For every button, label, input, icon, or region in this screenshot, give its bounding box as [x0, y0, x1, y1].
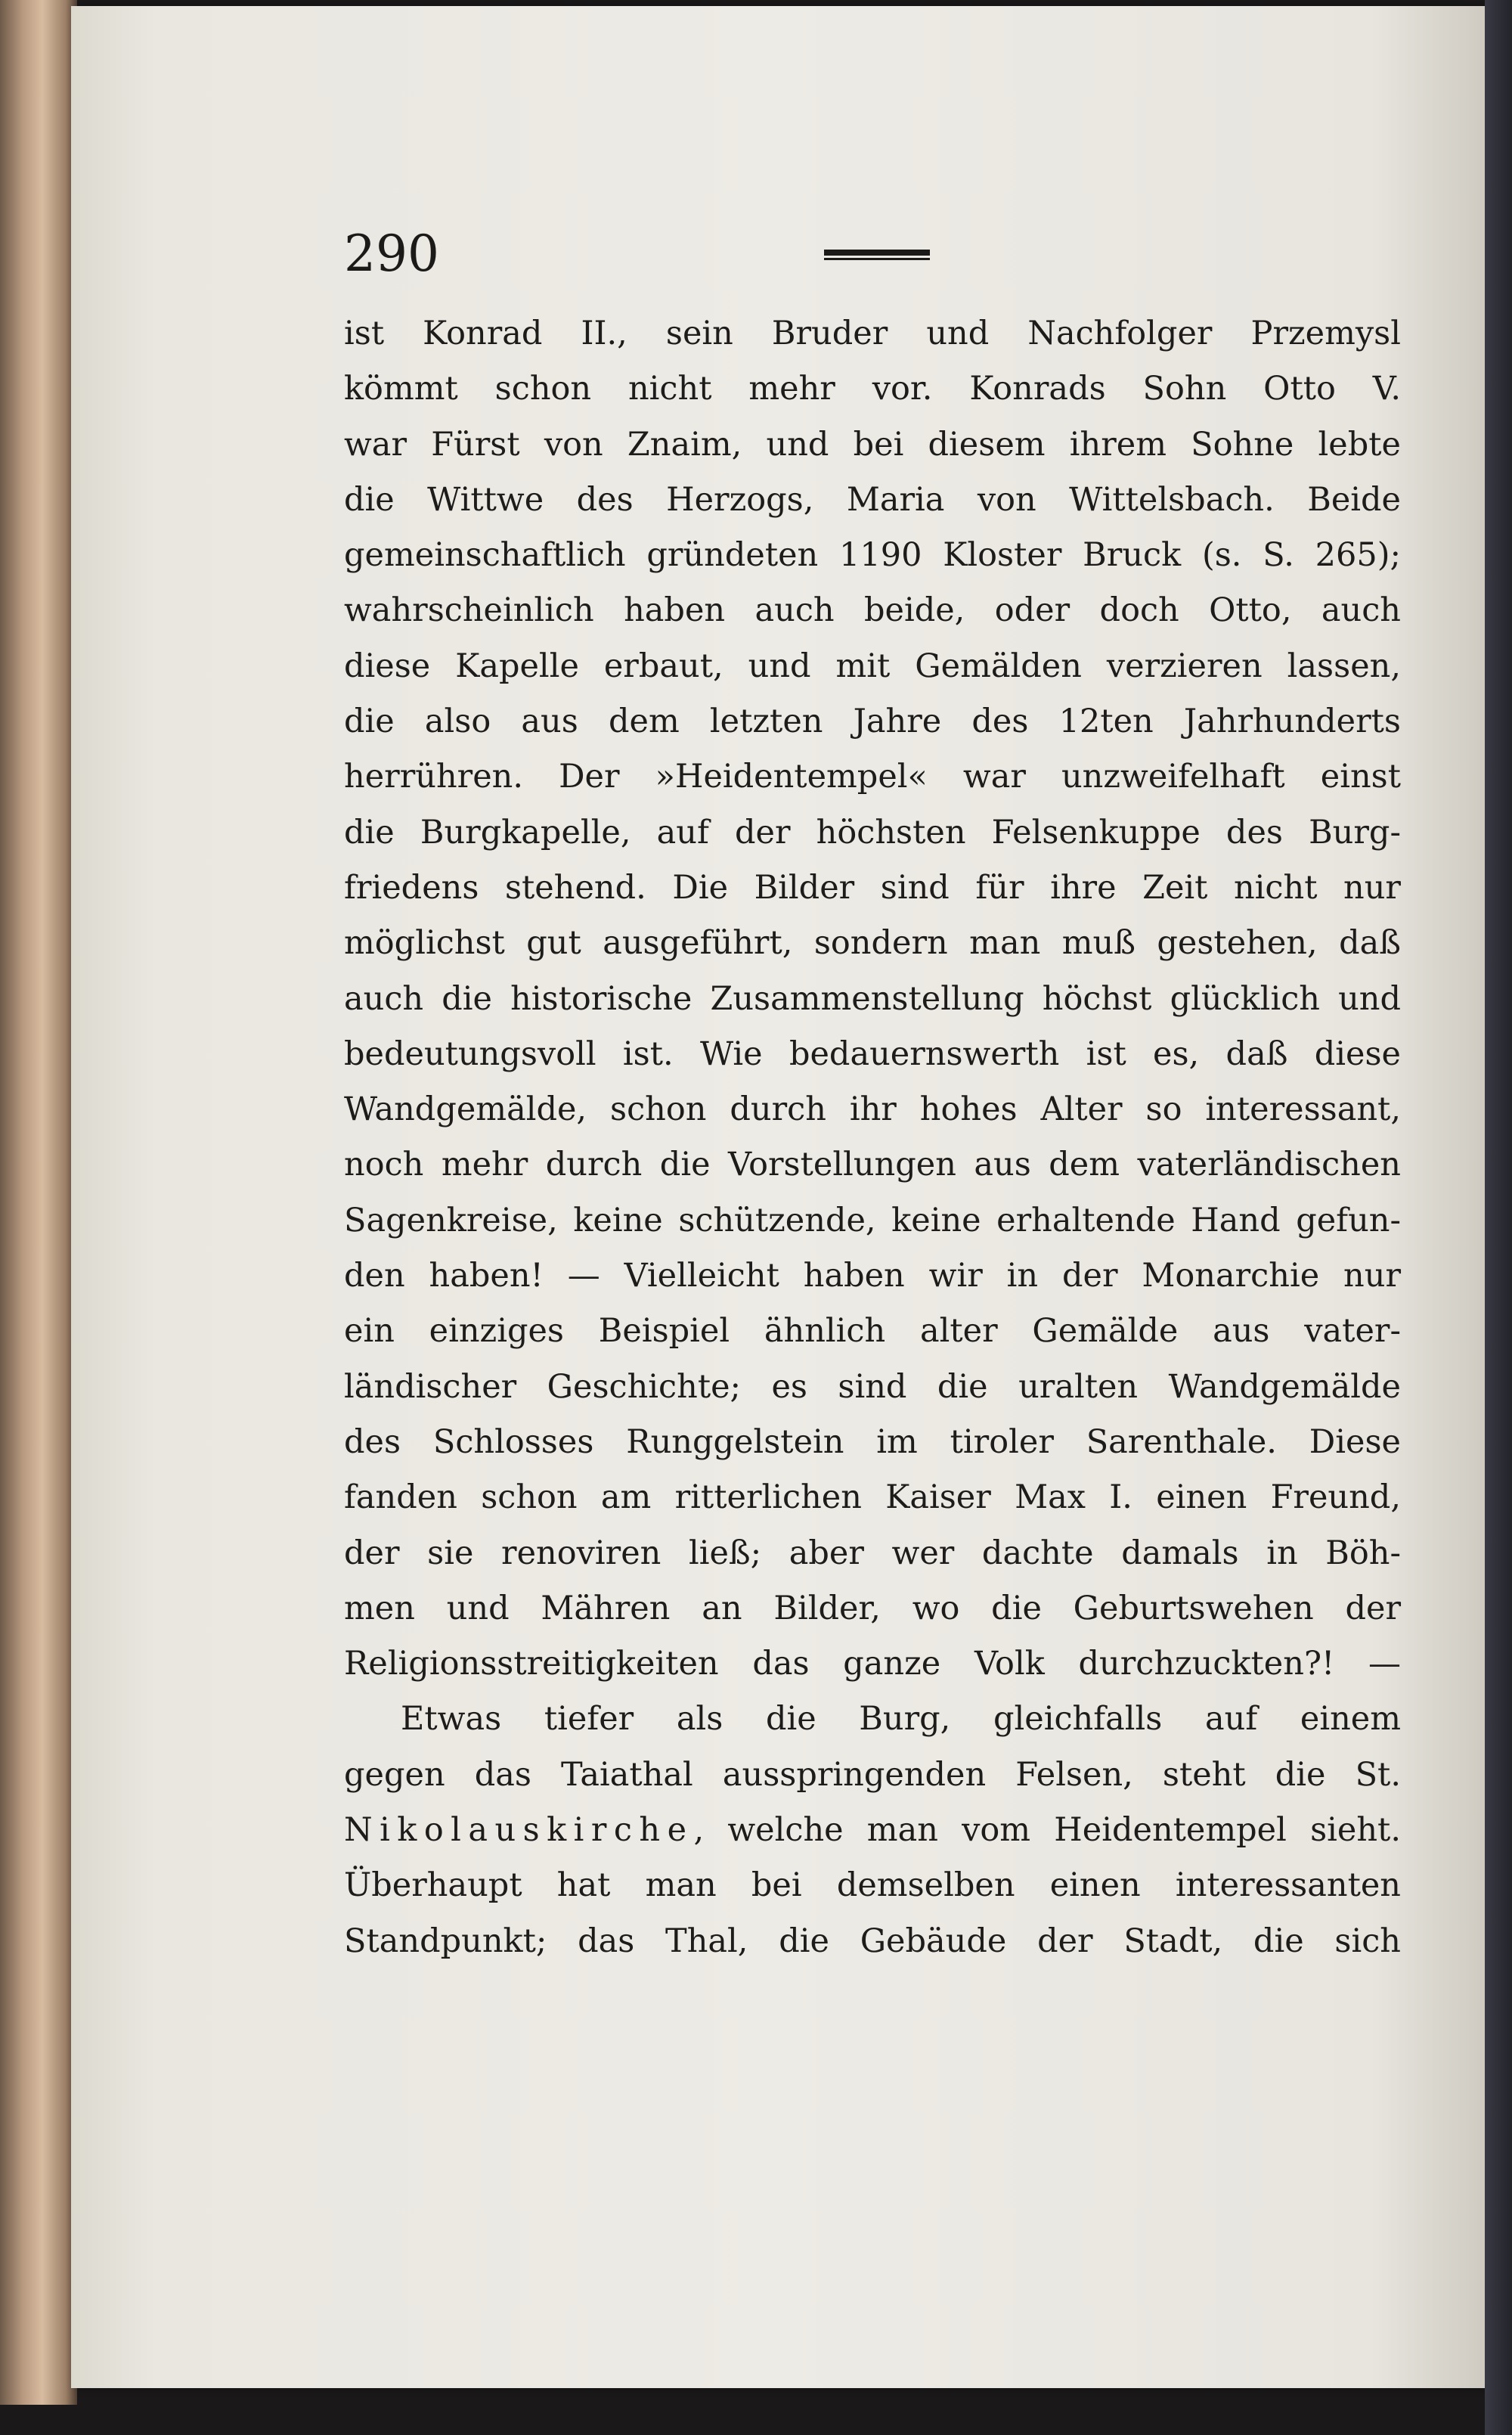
text-line: wahrscheinlich haben auch beide, oder doch Otto, auch	[344, 591, 1401, 630]
text-line: kömmt schon nicht mehr vor. Konrads Sohn Otto V.	[344, 370, 1401, 408]
text-line	[344, 1803, 1401, 1858]
text-line: gegen das Taiathal ausspringenden Felsen, steht die St.	[344, 1755, 1401, 1794]
text-line: auch die historische Zusammenstellung höchst glücklich und	[344, 979, 1401, 1018]
text-line: diese Kapelle erbaut, und mit Gemälden verzieren lassen,	[344, 647, 1401, 685]
header-rule	[824, 250, 930, 260]
text-line: der sie renoviren ließ; aber wer dachte damals in Böh-	[344, 1534, 1401, 1572]
text-line: des Schlosses Runggelstein im tiroler Sarenthale. Diese	[344, 1422, 1401, 1461]
text-line: men und Mähren an Bilder, wo die Geburtswehen der	[344, 1589, 1401, 1627]
text-line: noch mehr durch die Vorstellungen aus dem vaterländischen	[344, 1146, 1401, 1184]
text-line: Überhaupt hat man bei demselben einen interessanten	[344, 1866, 1401, 1905]
text-line: Wandgemälde, schon durch ihr hohes Alter so interessant,	[344, 1090, 1401, 1129]
text-line: die also aus dem letzten Jahre des 12ten Jahrhunderts	[344, 703, 1401, 741]
binding-shadow	[1485, 0, 1512, 2435]
text-line: ist Konrad II., sein Bruder und Nachfolger Przemysl	[344, 315, 1401, 352]
text-line: herrühren. Der »Heidentempel« war unzweifelhaft einst	[344, 758, 1401, 796]
text-line: ländischer Geschichte; es sind die uralten Wandgemälde	[344, 1367, 1401, 1406]
body-text	[344, 306, 1401, 1969]
text-line: die Burgkapelle, auf der höchsten Felsenkuppe des Burg-	[344, 813, 1401, 851]
text-line: den haben! — Vielleicht haben wir in der Monarchie nur	[344, 1257, 1401, 1295]
text-line: bedeutungsvoll ist. Wie bedauernswerth ist es, daß diese	[344, 1034, 1401, 1073]
spaced-emphasis: Nikolauskirche	[344, 1811, 694, 1850]
text-fragment: , welche man vom Heidentempel sieht.	[693, 1811, 1401, 1850]
page-header	[344, 224, 1395, 284]
page-number: 290	[344, 225, 439, 283]
text-line: war Fürst von Znaim, und bei diesem ihrem Sohne lebte	[344, 425, 1401, 464]
text-line: die Wittwe des Herzogs, Maria von Wittelsbach. Beide	[344, 480, 1401, 519]
text-line: ein einziges Beispiel ähnlich alter Gemälde aus vater-	[344, 1312, 1401, 1351]
text-line: möglichst gut ausgeführt, sondern man muß gestehen, daß	[344, 924, 1401, 963]
text-line: friedens stehend. Die Bilder sind für ihre Zeit nicht nur	[344, 868, 1401, 907]
text-line: Sagenkreise, keine schützende, keine erhaltende Hand gefun-	[344, 1201, 1401, 1239]
text-line: fanden schon am ritterlichen Kaiser Max I. einen Freund,	[344, 1478, 1401, 1517]
paragraph-start-line: Etwas tiefer als die Burg, gleichfalls auf einem	[401, 1700, 1401, 1739]
text-line: gemeinschaftlich gründeten 1190 Kloster Bruck (s. S. 265);	[344, 536, 1401, 575]
text-line: Religionsstreitigkeiten das ganze Volk durchzuckten?! —	[344, 1645, 1401, 1683]
page-edge	[0, 0, 77, 2405]
text-line: Standpunkt; das Thal, die Gebäude der Stadt, die sich	[344, 1922, 1401, 1960]
